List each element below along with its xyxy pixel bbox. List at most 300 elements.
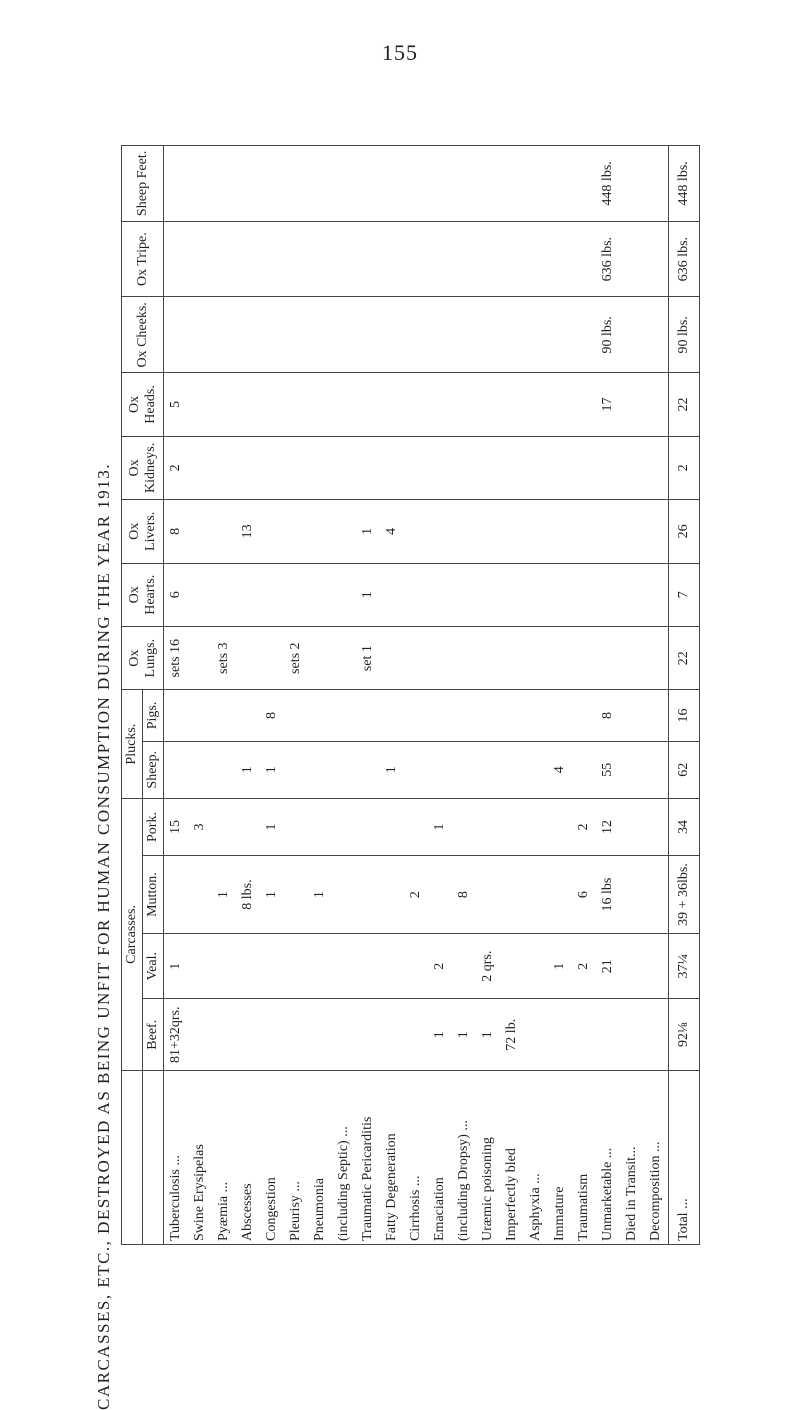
table-cell [332,500,356,563]
table-cell [332,146,356,222]
table-cell [356,741,380,798]
column-header: Pigs. [143,690,164,741]
table-cell: 448 lbs. [596,146,620,222]
table-cell [404,146,428,222]
table-cell [260,563,284,626]
table-cell [404,297,428,373]
table-row [236,146,260,1245]
table-cell [620,933,644,998]
table-cell [284,500,308,563]
table-cell [644,563,669,626]
table-cell [572,297,596,373]
table-cell [596,563,620,626]
table-cell: 8 lbs. [236,856,260,934]
table-cell: sets 2 [284,626,308,689]
table-cell [476,690,500,741]
table-cell [644,221,669,297]
table-cell [428,626,452,689]
table-cell: 4 [380,500,404,563]
table-cell: 2 [164,436,189,499]
table-cell: 1 [356,563,380,626]
table-cell [356,146,380,222]
table-cell [596,626,620,689]
table-cell [524,297,548,373]
table-cell [620,373,644,436]
column-header: Ox Livers. [122,500,164,563]
table-cell [404,999,428,1071]
table-row [596,146,620,1245]
table-cell [620,741,644,798]
table-cell [476,146,500,222]
table-cell: 3 [188,798,212,855]
table-cell: 15 [164,798,189,855]
table-cell [548,690,572,741]
table-cell [620,436,644,499]
table-cell [188,221,212,297]
table-cell [284,690,308,741]
table-cell [188,933,212,998]
table-cell [644,626,669,689]
table-cell [452,297,476,373]
table-cell [260,500,284,563]
table-cell [620,626,644,689]
table-cell [500,373,524,436]
table-cell [500,626,524,689]
table-cell [524,563,548,626]
table-cell [452,563,476,626]
table-cell [620,221,644,297]
table-cell [308,436,332,499]
table-cell [548,563,572,626]
table-cell [260,146,284,222]
table-cell [332,563,356,626]
table-row [644,146,669,1245]
table-cell [644,933,669,998]
table-cell [188,500,212,563]
table-cell: 2 [404,856,428,934]
table-cell [380,297,404,373]
table-cell [332,297,356,373]
condemned-carcasses-table [121,145,691,1245]
table-cell [452,146,476,222]
table-cell [644,999,669,1071]
table-cell [404,500,428,563]
table-cell [620,563,644,626]
carcasses-group-header: Carcasses. [122,798,143,1070]
table-row [476,146,500,1245]
table-cell [596,436,620,499]
table-cell [452,933,476,998]
table-cell: 6 [164,563,189,626]
table-cell [572,741,596,798]
table-cell [572,146,596,222]
table-cell [404,436,428,499]
disease-label: Pyæmia ... [212,1071,236,1245]
column-header: Ox Kidneys. [122,436,164,499]
table-row [452,146,476,1245]
table-cell [476,373,500,436]
table-cell [548,146,572,222]
table-cell [500,297,524,373]
table-grid [121,145,700,1245]
disease-label: Emaciation [428,1071,452,1245]
table-cell [524,999,548,1071]
table-row [404,146,428,1245]
table-cell [572,436,596,499]
disease-label: Died in Transit... [620,1071,644,1245]
table-cell: 72 lb. [500,999,524,1071]
table-cell [260,373,284,436]
disease-label: Fatty Degeneration [380,1071,404,1245]
total-cell: 39 + 36lbs. [669,856,700,934]
table-cell [212,221,236,297]
table-cell [188,999,212,1071]
table-cell [356,999,380,1071]
table-cell [236,436,260,499]
table-cell [260,999,284,1071]
table-cell: 1 [548,933,572,998]
table-cell: 8 [164,500,189,563]
table-cell [308,933,332,998]
column-header: Pork. [143,798,164,855]
table-cell: 16 lbs [596,856,620,934]
table-cell [356,297,380,373]
table-cell [620,500,644,563]
table-cell [236,297,260,373]
table-cell [332,221,356,297]
table-cell [212,933,236,998]
table-cell: 1 [452,999,476,1071]
table-row [548,146,572,1245]
table-cell [308,626,332,689]
table-cell [500,563,524,626]
table-cell [308,999,332,1071]
table-cell [524,933,548,998]
table-cell [548,626,572,689]
table-cell [308,297,332,373]
table-cell: 12 [596,798,620,855]
column-header: Beef. [143,999,164,1071]
table-cell [476,563,500,626]
table-cell [476,626,500,689]
column-header: Ox Lungs. [122,626,164,689]
table-cell: 8 [452,856,476,934]
table-cell [332,798,356,855]
table-cell [308,798,332,855]
disease-subheader [143,1071,164,1245]
table-cell [452,798,476,855]
table-cell [500,741,524,798]
table-cell [188,856,212,934]
table-cell [164,297,189,373]
table-cell: 5 [164,373,189,436]
column-header: Ox Hearts. [122,563,164,626]
disease-label: Tuberculosis ... [164,1071,189,1245]
total-cell: 448 lbs. [669,146,700,222]
table-cell [188,563,212,626]
table-cell [356,798,380,855]
table-cell [500,436,524,499]
table-cell [308,221,332,297]
table-cell: 8 [596,690,620,741]
table-cell [500,933,524,998]
table-row [428,146,452,1245]
table-row [572,146,596,1245]
table-cell [524,690,548,741]
table-row [212,146,236,1245]
table-cell [236,373,260,436]
table-cell [428,741,452,798]
disease-label: (including Septic) ... [332,1071,356,1245]
table-cell [548,999,572,1071]
table-cell [260,933,284,998]
table-cell [212,436,236,499]
table-cell [644,798,669,855]
table-cell [356,373,380,436]
table-cell: sets 16 [164,626,189,689]
table-row [524,146,548,1245]
table-cell [596,500,620,563]
disease-column-header [122,1071,143,1245]
table-cell [620,999,644,1071]
table-cell [572,999,596,1071]
total-cell: 22 [669,373,700,436]
table-cell [500,146,524,222]
column-header: Veal. [143,933,164,998]
running-title: CARCASSES, ETC., DESTROYED AS BEING UNFIT FOR HUMAN CONSUMPTION DURING THE YEAR 1913. [94,462,113,1410]
table-cell [308,563,332,626]
table-cell [356,436,380,499]
table-cell: 1 [260,741,284,798]
table-cell [332,690,356,741]
table-cell [164,221,189,297]
total-cell: 92⅛ [669,999,700,1071]
table-cell: 636 lbs. [596,221,620,297]
table-cell [380,563,404,626]
column-header: Ox Heads. [122,373,164,436]
table-cell [236,933,260,998]
table-cell [380,626,404,689]
table-cell [644,436,669,499]
table-cell [236,146,260,222]
table-cell [524,500,548,563]
table-cell [476,297,500,373]
table-cell [380,690,404,741]
table-cell [548,221,572,297]
table-cell [404,741,428,798]
table-cell [332,373,356,436]
table-cell [212,146,236,222]
total-cell: 37¼ [669,933,700,998]
table-body [164,146,669,1245]
table-cell [212,373,236,436]
table-cell: 1 [164,933,189,998]
table-cell [188,436,212,499]
table-cell: 55 [596,741,620,798]
table-cell [428,690,452,741]
table-cell [524,373,548,436]
table-cell: 90 lbs. [596,297,620,373]
column-header: Mutton. [143,856,164,934]
table-cell [452,221,476,297]
table-cell [476,741,500,798]
table-cell [500,798,524,855]
table-cell [164,690,189,741]
table-cell [572,690,596,741]
table-cell [188,297,212,373]
disease-label: Asphyxia ... [524,1071,548,1245]
table-cell [428,297,452,373]
table-cell [260,221,284,297]
table-cell [404,221,428,297]
table-cell [212,563,236,626]
table-row [260,146,284,1245]
table-cell [212,999,236,1071]
table-cell [596,999,620,1071]
disease-label: Immature [548,1071,572,1245]
table-cell [308,500,332,563]
table-cell [476,500,500,563]
table-cell [452,500,476,563]
table-cell [284,563,308,626]
table-cell [548,297,572,373]
table-cell [284,741,308,798]
table-cell [644,500,669,563]
total-cell: 26 [669,500,700,563]
table-cell [212,690,236,741]
table-cell: 6 [572,856,596,934]
table-cell [524,436,548,499]
table-cell [260,626,284,689]
disease-label: Imperfectly bled [500,1071,524,1245]
table-cell [284,373,308,436]
total-cell: 90 lbs. [669,297,700,373]
table-cell [212,297,236,373]
disease-label: Uræmic poisoning [476,1071,500,1245]
table-cell [380,999,404,1071]
table-row [380,146,404,1245]
table-cell [308,690,332,741]
table-cell: 1 [212,856,236,934]
table-cell [284,798,308,855]
table-cell [356,856,380,934]
table-cell [380,146,404,222]
table-cell: 1 [476,999,500,1071]
total-cell: 2 [669,436,700,499]
table-cell [644,856,669,934]
table-cell: sets 3 [212,626,236,689]
disease-label: Cirrhosis ... [404,1071,428,1245]
table-cell [212,500,236,563]
table-row [620,146,644,1245]
column-header: Ox Cheeks. [122,297,164,373]
page-number: 155 [382,40,418,65]
table-cell [308,741,332,798]
table-cell [524,741,548,798]
table-cell: 2 [572,933,596,998]
total-cell: 34 [669,798,700,855]
disease-label: Traumatism [572,1071,596,1245]
table-cell [356,221,380,297]
table-cell: 1 [236,741,260,798]
table-cell [188,626,212,689]
table-cell [284,856,308,934]
table-cell [404,690,428,741]
disease-label: Pneumonia [308,1071,332,1245]
table-cell [428,221,452,297]
table-cell [428,563,452,626]
table-cell [548,856,572,934]
table-cell: 1 [428,798,452,855]
column-header: Sheep Feet. [122,146,164,222]
table-cell [332,856,356,934]
table-cell [620,146,644,222]
table-cell [428,373,452,436]
table-cell [428,500,452,563]
table-cell [332,741,356,798]
table-cell [284,221,308,297]
disease-label: Unmarketable ... [596,1071,620,1245]
total-cell: 7 [669,563,700,626]
table-row [500,146,524,1245]
table-cell [356,690,380,741]
table-cell [428,856,452,934]
table-cell: 1 [380,741,404,798]
table-cell [620,798,644,855]
table-cell [332,436,356,499]
table-cell [548,798,572,855]
table-cell [500,690,524,741]
table-cell [212,741,236,798]
table-cell [572,563,596,626]
table-cell: set 1 [356,626,380,689]
table-cell [164,856,189,934]
table-cell [404,626,428,689]
table-cell: 1 [260,856,284,934]
disease-label: (including Dropsy) ... [452,1071,476,1245]
table-cell [380,798,404,855]
table-row [188,146,212,1245]
table-cell [620,297,644,373]
disease-label: Swine Erysipelas [188,1071,212,1245]
table-cell [164,741,189,798]
table-cell [644,373,669,436]
table-cell [188,741,212,798]
table-cell [284,436,308,499]
table-cell: 2 [572,798,596,855]
table-cell [332,933,356,998]
table-cell [620,690,644,741]
table-cell [452,373,476,436]
table-cell [500,221,524,297]
table-cell [404,563,428,626]
table-cell: 4 [548,741,572,798]
table-cell: 2 qrs. [476,933,500,998]
table-cell: 1 [356,500,380,563]
table-cell [236,798,260,855]
table-cell [236,221,260,297]
table-cell [188,373,212,436]
column-header: Sheep. [143,741,164,798]
table-cell [452,626,476,689]
table-cell: 81+32qrs. [164,999,189,1071]
table-cell [476,221,500,297]
table-cell [404,933,428,998]
table-cell [524,798,548,855]
table-cell [572,626,596,689]
total-cell: 16 [669,690,700,741]
table-cell [476,798,500,855]
